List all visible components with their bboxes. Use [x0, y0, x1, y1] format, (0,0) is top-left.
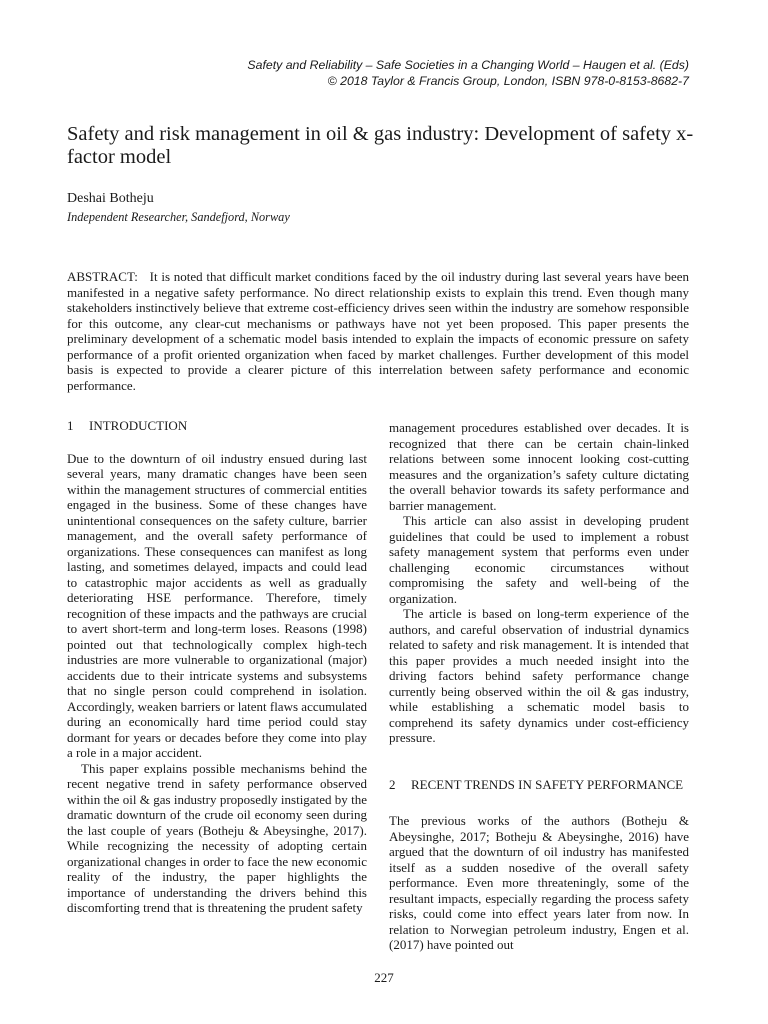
section-2-number: 2: [389, 776, 396, 792]
abstract-label: ABSTRACT:: [67, 269, 138, 284]
right-column: [389, 420, 689, 953]
section-1-paragraph: This paper explains possible mechanisms behind the recent negative trend in safety performance observed within the oil & gas industry proposedly instigated by the dramatic downturn of the crude oil economy seen during the last couple of years (Botheju & Abeysinghe, 2017). While recognizing the necessity of adopting certain organizational changes in order to face the new economic reality of the industry, the paper highlights the importance of understanding the drivers behind this discomforting trend that is threatening the prudent safety: [67, 760, 367, 915]
abstract-text: It is noted that difficult market conditions faced by the oil industry during last several years have been manifested in a negative safety performance. No direct relationship exists to explain this trend. Even though many stakeholders instinctively believe that extreme cost-efficiency drives seen within the industry are somehow responsible for this outcome, any clear-cut mechanisms or pathways have not yet been proposed. This paper presents the preliminary development of a schematic model basis intended to explain the impacts of economic pressure on safety performance of a profit oriented organization when faced by market challenges. Further development of this model basis is expected to provide a clearer picture of this interrelation between safety performance and economic performance.: [67, 269, 690, 393]
section-2-title: RECENT TRENDS IN SAFETY PERFORMANCE: [411, 776, 684, 792]
body-paragraph: management procedures established over decades. It is recognized that there can be certain chain-linked relations between some innocent looking cost-cutting measures and the organization’s safety culture dictating the overall behavior towards its safety performance and barrier management.: [389, 420, 689, 513]
section-2-heading: [389, 777, 689, 793]
paper-title: Safety and risk management in oil & gas industry: Development of safety x-factor model: [67, 123, 694, 168]
section-1-paragraph: Due to the downturn of oil industry ensued during last several years, many dramatic changes have been seen within the management structures of commercial entities engaged in the business. Some of these changes have unintentional consequences on the safety culture, barrier management, and the overall safety performance of organizations. These consequences can manifest as long lasting, and sometimes delayed, impacts and could lead to catastrophic major accidents as well as gradually deteriorating HSE performance. Therefore, timely recognition of these impacts and the pathways are crucial to avert short-term and long-term loses. Reasons (1998) pointed out that technologically complex high-tech industries are more vulnerable to organizational (major) accidents due to their intricate systems and subsystems that no single person could comprehend in isolation. Accordingly, weaken barriers or latent flaws accumulated during an economically hard time period could stay dormant for years or decades before they come into play a role in a major accident.: [67, 450, 367, 760]
abstract: [67, 269, 689, 393]
page-number: 227: [374, 970, 394, 985]
header-proceedings-line: Safety and Reliability – Safe Societies in a Changing World – Haugen et al. (Eds): [247, 58, 689, 72]
running-header: [89, 57, 689, 89]
section-2-paragraph: The previous works of the authors (Botheju & Abeysinghe, 2017; Botheju & Abeysinghe, 2016) have argued that the downturn of oil industry has manifested itself as a sudden nosedive of the overall safety performance. Even more threateningly, some of the resultant impacts, especially regarding the process safety risks, could come into effect years later from now. In relation to Norwegian petroleum industry, Engen et al. (2017) have pointed out: [389, 813, 689, 952]
section-1-heading: [67, 418, 367, 434]
author-name: Deshai Botheju: [67, 191, 154, 206]
section-1-title: INTRODUCTION: [89, 418, 188, 433]
section-1-number: 1: [67, 418, 74, 433]
body-paragraph: This article can also assist in developing prudent guidelines that could be used to implement a robust safety management system that performs even under challenging economic circumstances without compromising the safety and well-being of the organization.: [389, 513, 689, 606]
left-column: [67, 418, 367, 916]
body-paragraph: The article is based on long-term experience of the authors, and careful observation of industrial dynamics related to safety and risk management. It is intended that this paper provides a much needed insight into the driving factors behind safety performance change currently being observed within the oil & gas industry, while establishing a schematic model basis to comprehend its safety dynamics under cost-efficiency pressure.: [389, 606, 689, 745]
header-copyright-line: © 2018 Taylor & Francis Group, London, ISBN 978-0-8153-8682-7: [327, 74, 689, 88]
author-affiliation: Independent Researcher, Sandefjord, Norway: [67, 210, 290, 224]
